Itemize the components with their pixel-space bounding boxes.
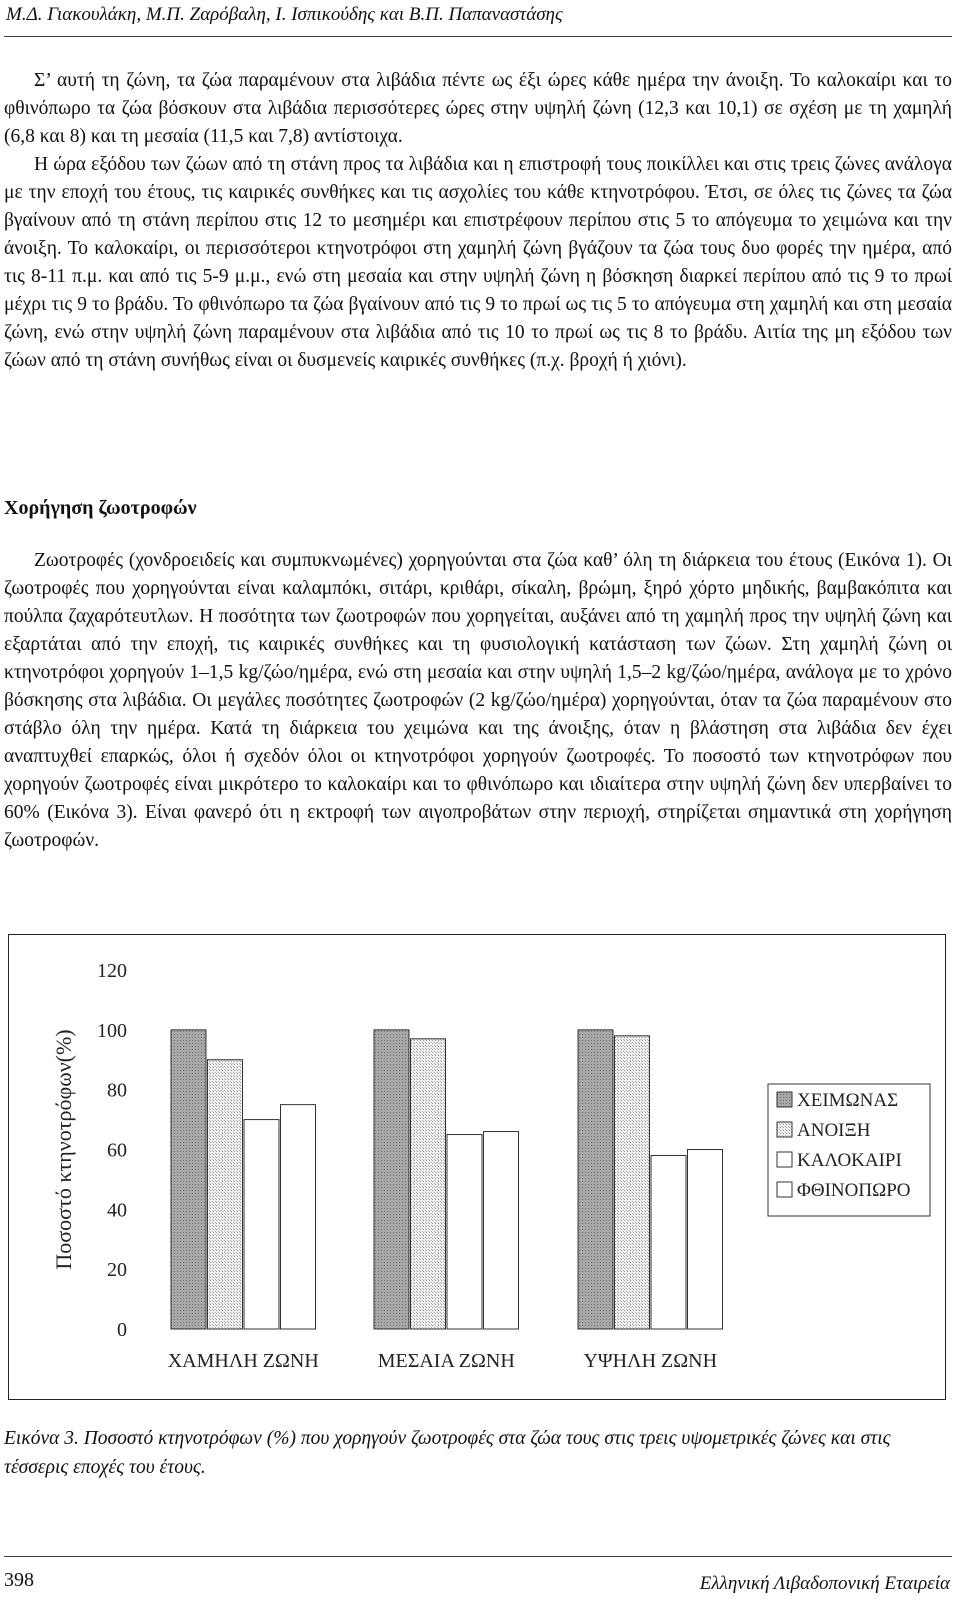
body-text-top — [4, 67, 952, 375]
paragraph: Η ώρα εξόδου των ζώων από τη στάνη προς τα λιβάδια και η επιστροφή τους ποικίλλει και στις τρεις ζώνες ανάλογα με την εποχή του έτους, τις καιρικές συνθήκες και τις ασχολίες του κάθε κτηνοτρόφου. Έτσι, σε όλες τις ζώνες τα ζώα βγαίνουν από τη στάνη περίπου στις 12 το μεσημέρι και επιστρέφουν περίπου στις 5 το απόγευμα το χειμώνα και την άνοιξη. Το καλοκαίρι, οι περισσότεροι κτηνοτρόφοι στη χαμηλή ζώνη βγάζουν τα ζώα τους δυο φορές την ημέρα, από τις 8-11 π.μ. και από τις 5-9 μ.μ., ενώ στη μεσαία και στην υψηλή ζώνη η βόσκηση διαρκεί περίπου από τις 9 το πρωί μέχρι τις 9 το βράδυ. Το φθινόπωρο τα ζώα βγαίνουν από τις 9 το πρωί ως τις 5 το απόγευμα στη χαμηλή και στη μεσαία ζώνη, ενώ στην υψηλή ζώνη παραμένουν στα λιβάδια από τις 10 το πρωί ως τις 8 το βράδυ. Αιτία της μη εξόδου των ζώων από τη στάνη συνήθως είναι οι δυσμενείς καιρικές συνθήκες (π.χ. βροχή ή χιόνι). — [4, 154, 952, 371]
footer-rule — [4, 1556, 952, 1557]
bar-2-3 — [615, 1036, 650, 1329]
publisher-name: Ελληνική Λιβαδοπονική Εταιρεία — [699, 1573, 950, 1594]
y-axis-label: Ποσοστό κτηνοτρόφων(%) — [51, 1029, 76, 1270]
legend-label: ΦΘΙΝΟΠΩΡΟ — [797, 1180, 911, 1201]
legend-swatch — [777, 1092, 792, 1107]
bar-2-2 — [411, 1039, 446, 1329]
y-tick-label: 80 — [107, 1079, 127, 1102]
bar-3-2 — [447, 1135, 482, 1329]
bar-3-1 — [244, 1120, 279, 1329]
figure-caption: Εικόνα 3. Ποσοστό κτηνοτρόφων (%) που χορηγούν ζωοτροφές στα ζώα τους στις τρεις υψομετρικές ζώνες και στις τέσσερις εποχές του έτους. — [4, 1428, 891, 1478]
running-header: Μ.Δ. Γιακουλάκη, Μ.Π. Ζαρόβαλη, Ι. Ισπικούδης και Β.Π. Παπαναστάσης — [6, 4, 563, 25]
figure-chart — [8, 934, 946, 1400]
y-tick-label: 40 — [107, 1199, 127, 1222]
bar-1-1 — [171, 1030, 206, 1329]
legend-label: ΧΕΙΜΩΝΑΣ — [797, 1090, 899, 1111]
x-category-label: ΥΨΗΛΗ ΖΩΝΗ — [583, 1350, 718, 1372]
bar-1-2 — [374, 1030, 409, 1329]
y-tick-label: 20 — [107, 1259, 127, 1282]
bar-2-1 — [208, 1060, 243, 1329]
bar-1-3 — [578, 1030, 613, 1329]
y-tick-label: 120 — [97, 960, 127, 982]
y-tick-label: 0 — [117, 1319, 127, 1341]
bar-4-3 — [688, 1150, 723, 1330]
page-number: 398 — [4, 1569, 34, 1591]
section-title: Χορήγηση ζωοτροφών — [4, 497, 197, 519]
paragraph: Ζωοτροφές (χονδροειδείς και συμπυκνωμένες) χορηγούνται στα ζώα καθ’ όλη τη διάρκεια του έτους (Εικόνα 1). Οι ζωοτροφές που χορηγούνται είναι καλαμπόκι, σιτάρι, κριθάρι, σίκαλη, βρώμη, ξηρό χόρτο μηδικής, βαμβακόπιτα και πούλπα ζαχαρότευτλων. Η ποσότητα των ζωοτροφών που χορηγείται, αυξάνει από τη χαμηλή προς την υψηλή ζώνη και εξαρτάται από την εποχή, τις καιρικές συνθήκες και τη φυσιολογική κατάσταση των ζώων. Στη χαμηλή ζώνη οι κτηνοτρόφοι χορηγούν 1–1,5 kg/ζώο/ημέρα, ενώ στη μεσαία και στην υψηλή 1,5–2 kg/ζώο/ημέρα, ανάλογα με το χρόνο βόσκησης στα λιβάδια. Οι μεγάλες ποσότητες ζωοτροφών (2 kg/ζώο/ημέρα) χορηγούνται, όταν τα ζώα παραμένουν στο στάβλο όλη την ημέρα. Κατά τη διάρκεια του χειμώνα και της άνοιξης, όταν η βλάστηση στα λιβάδια δεν έχει αναπτυχθεί επαρκώς, όλοι ή σχεδόν όλοι οι κτηνοτρόφοι χορηγούν ζωοτροφές. Το ποσοστό των κτηνοτρόφων που χορηγούν ζωοτροφές είναι μικρότερο το καλοκαίρι και το φθινόπωρο και ιδιαίτερα στην υψηλή ζώνη δεν υπερβαίνει το 60% (Εικόνα 3). Είναι φανερό ότι η εκτροφή των αιγοπροβάτων στην περιοχή, στηρίζεται σημαντικά στη χορήγηση ζωοτροφών. — [4, 550, 952, 851]
header-rule — [4, 36, 952, 37]
legend-label: ΚΑΛΟΚΑΙΡΙ — [797, 1150, 902, 1171]
bar-4-2 — [484, 1132, 519, 1329]
y-tick-label: 60 — [107, 1139, 127, 1162]
legend-label: ΑΝΟΙΞΗ — [797, 1120, 871, 1141]
bar-3-3 — [651, 1155, 686, 1329]
legend-swatch — [777, 1182, 792, 1197]
body-text-feed — [4, 547, 952, 855]
paragraph: Σ’ αυτή τη ζώνη, τα ζώα παραμένουν στα λιβάδια πέντε ως έξι ώρες κάθε ημέρα την άνοιξη. Το καλοκαίρι και το φθινόπωρο τα ζώα βόσκουν στα λιβάδια περισσότερες ώρες στην υψηλή ζώνη (12,3 και 10,1) σε σχέση με τη χαμηλή (6,8 και 8) και τη μεσαία (11,5 και 7,8) αντίστοιχα. — [4, 70, 952, 147]
legend-swatch — [777, 1122, 792, 1137]
legend-swatch — [777, 1152, 792, 1167]
bar-4-1 — [281, 1105, 316, 1329]
y-tick-label: 100 — [97, 1019, 127, 1042]
x-category-label: ΧΑΜΗΛΗ ΖΩΝΗ — [167, 1350, 319, 1372]
bar-chart — [9, 935, 945, 1399]
x-category-label: ΜΕΣΑΙΑ ΖΩΝΗ — [377, 1350, 515, 1372]
